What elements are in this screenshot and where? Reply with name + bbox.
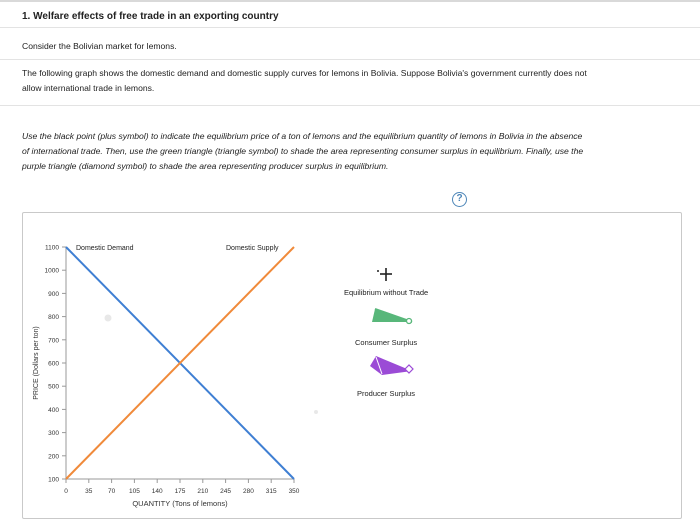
- x-tick-label: 70: [107, 488, 116, 495]
- y-tick-label: 800: [48, 314, 59, 322]
- legend-equilibrium-label: Equilibrium without Trade: [344, 288, 429, 297]
- producer-surplus-diamond-tool[interactable]: [370, 356, 413, 375]
- instructions-line-2: of international trade. Then, use the green triangle (triangle symbol) to shade the area representing consumer surplus in equilibrium. Finally, use the: [22, 146, 584, 156]
- x-tick-label: 245: [220, 488, 232, 495]
- green-triangle-handle: [407, 319, 412, 324]
- x-tick-label: 315: [265, 488, 277, 495]
- y-axis-label: PRICE (Dollars per ton): [33, 326, 40, 400]
- x-tick-label: 0: [64, 488, 68, 495]
- y-tick-label: 600: [48, 360, 59, 368]
- legend-consumer-surplus-label: Consumer Surplus: [355, 338, 418, 347]
- y-tick-label: 100: [48, 476, 59, 484]
- cursor-dot: [105, 315, 112, 322]
- intro-text: Consider the Bolivian market for lemons.: [22, 41, 177, 51]
- cursor-dot: [314, 410, 318, 414]
- x-tick-label: 35: [85, 488, 93, 495]
- x-tick-label: 210: [197, 488, 209, 495]
- equilibrium-plus-tool[interactable]: [377, 268, 392, 281]
- description-line-1: The following graph shows the domestic demand and domestic supply curves for lemons in Bolivia. Suppose Bolivia's government currently does not: [22, 68, 587, 78]
- purple-diamond-handle: [405, 365, 413, 373]
- demand-curve-label: Domestic Demand: [76, 245, 134, 252]
- x-axis-label: QUANTITY (Tons of lemons): [132, 499, 228, 508]
- y-tick-label: 300: [48, 430, 59, 438]
- help-icon[interactable]: ?: [452, 192, 467, 207]
- plus-dot: [377, 270, 379, 272]
- y-tick-label: 1100: [45, 244, 59, 252]
- description-line-2: allow international trade in lemons.: [22, 83, 155, 93]
- x-tick-label: 175: [174, 488, 186, 495]
- legend-producer-surplus-label: Producer Surplus: [357, 389, 415, 398]
- y-tick-label: 1000: [44, 267, 59, 275]
- x-tick-label: 280: [242, 488, 254, 495]
- x-tick-label: 350: [288, 488, 300, 495]
- y-tick-label: 900: [48, 290, 59, 298]
- supply-curve-label: Domestic Supply: [226, 245, 279, 252]
- instructions-line-3: purple triangle (diamond symbol) to shade the area representing producer surplus in equilibrium.: [22, 161, 389, 171]
- y-tick-label: 700: [48, 337, 59, 345]
- instructions-line-1: Use the black point (plus symbol) to indicate the equilibrium price of a ton of lemons and the equilibrium quantity of lemons in Bolivia in the absence: [22, 131, 583, 141]
- consumer-surplus-triangle-tool[interactable]: [372, 309, 412, 324]
- y-tick-label: 400: [48, 406, 59, 414]
- y-tick-label: 200: [48, 453, 59, 461]
- y-tick-label: 500: [48, 383, 59, 391]
- x-tick-label: 105: [128, 488, 140, 495]
- x-tick-label: 140: [151, 488, 163, 495]
- question-title: 1. Welfare effects of free trade in an exporting country: [22, 11, 279, 22]
